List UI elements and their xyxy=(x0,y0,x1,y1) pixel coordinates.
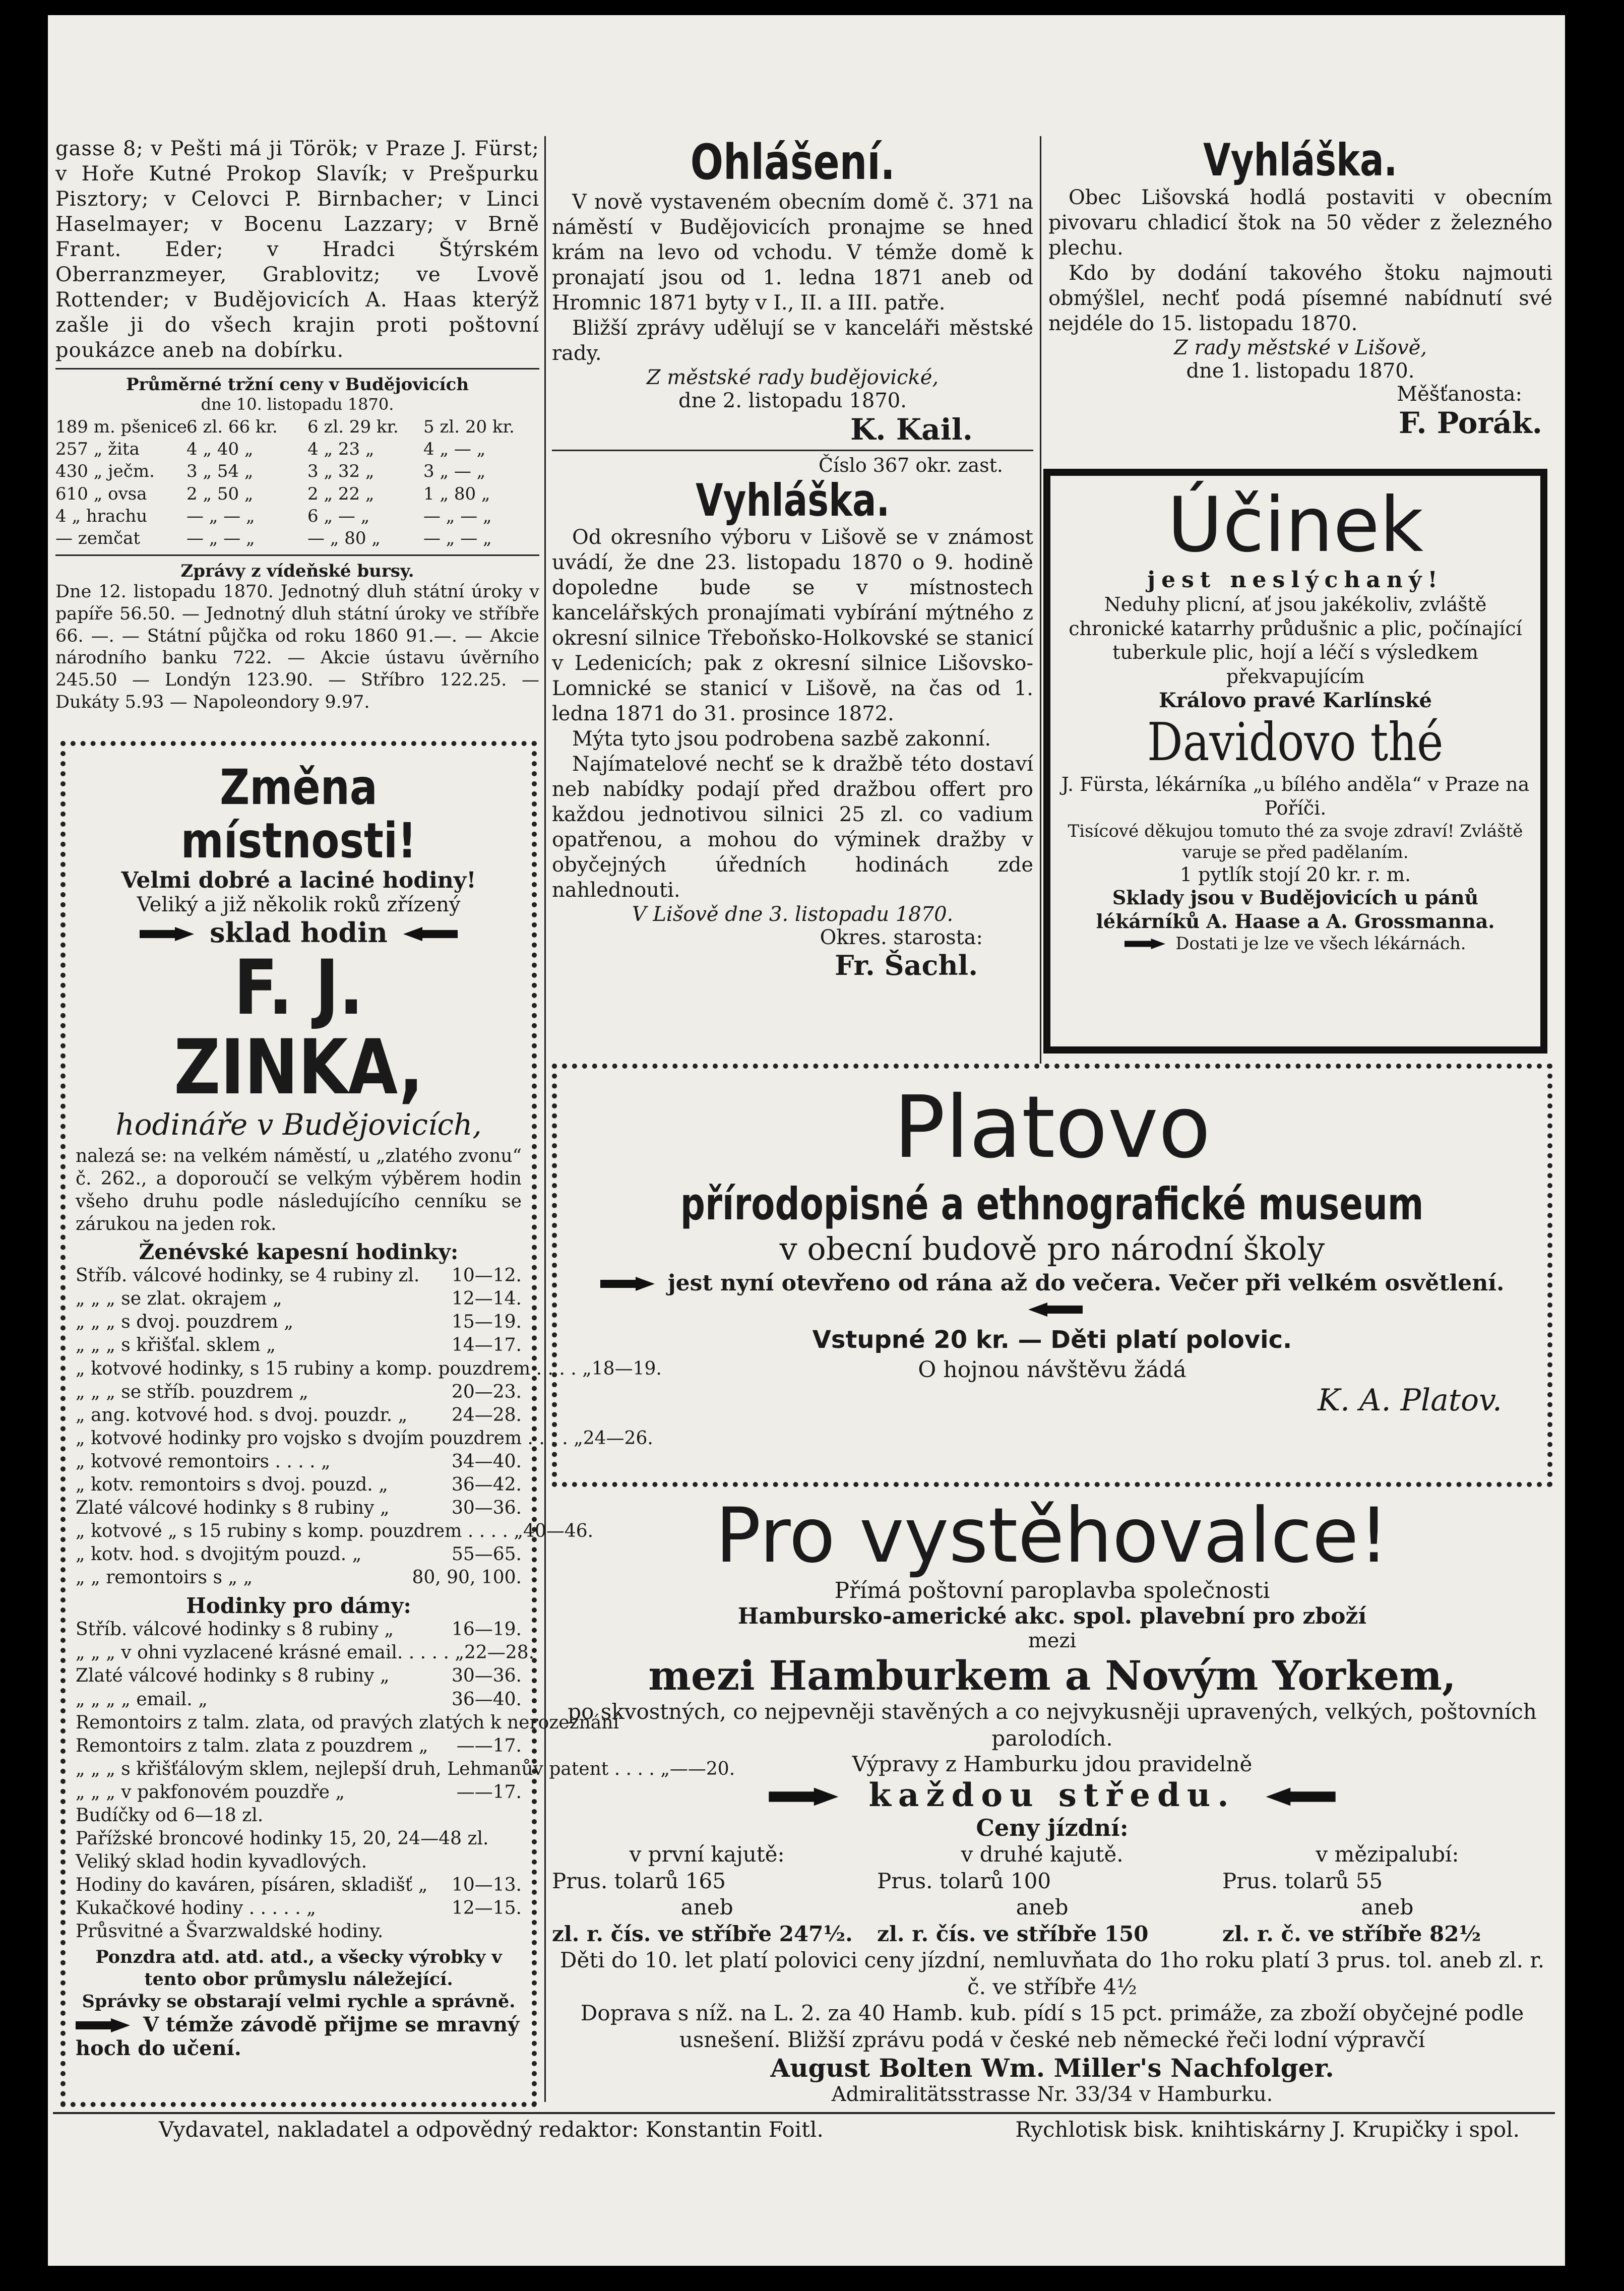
fare-first-class: v první kajutě: Prus. tolarů 165 aneb zl. r. čís. ve stříbře 247½. xyxy=(552,1842,853,1946)
emigrants-l4: mezi Hamburkem a Novým Yorkem, xyxy=(648,1652,1456,1699)
emigrants-l2: Hambursko-americké akc. spol. plavební pro zboží xyxy=(737,1603,1367,1629)
list-item: „ „ „ s dvoj. pouzdrem „ 15—19. xyxy=(76,1312,522,1333)
zinka-sub1: Velmi dobré a laciné hodiny! xyxy=(121,868,476,894)
list-item: „ „ remontoirs s „ „ 80, 90, 100. xyxy=(76,1567,522,1588)
list-item: „ „ „ s křišťal. sklem „ 14—17. xyxy=(76,1335,522,1356)
ohlaseni-text: V nově vystaveném obecním domě č. 371 na náměstí v Budějovicích pronajme se hned krám na levo od vchodu. V témže domě k pronajatí jsou od 1. ledna 1871 aneb od Hromnic 1871 byty v I., II. a III. patře. xyxy=(552,190,1033,315)
middle-column xyxy=(552,136,1033,1054)
list-item: Remontoirs z talm. zlata, od pravých zlatých k nerozeznání xyxy=(76,1712,619,1733)
platov-name: K. A. Platov. xyxy=(1318,1383,1502,1418)
list-item: „ „ „ s křišťálovým sklem, nejlepší druh, Lehmanův patent . . . . „ ——20. xyxy=(76,1758,735,1779)
emigrants-l9: Doprava s níž. na L. 2. za 40 Hamb. kub. pídí s 15 pct. primáže, za zboží obyčejné podle usnešení. Bližší zprávu podá v české neb německé řeči lodní výpravčí xyxy=(580,2001,1524,2052)
zinka-footer2: Správky se obstarají velmi rychle a správně. xyxy=(82,1991,516,2012)
vyhlaska-right-sign1: Z rady městské v Lišově, xyxy=(1173,336,1427,359)
ucinek-stores: Sklady jsou v Budějovicích u pánů lékárníků A. Haase a A. Grossmanna. xyxy=(1096,886,1495,933)
zinka-title: Změna místnosti! xyxy=(180,759,417,869)
vyhlaska-mid-role: Okres. starosta: xyxy=(820,926,983,950)
ucinek-note: Dostati je lze ve všech lékárnách. xyxy=(1175,933,1466,954)
ohlaseni-text2: Bližší zprávy udělují se v kanceláři městské rady. xyxy=(552,316,1033,365)
zinka-name: F. J. ZINKA, xyxy=(174,944,423,1111)
vyhlaska-right-name: F. Porák. xyxy=(1399,405,1542,440)
pointing-hand-icon xyxy=(1125,938,1170,952)
pointing-hand-icon xyxy=(76,2017,136,2035)
zinka-sub2: Veliký a již několik roků zřízený xyxy=(137,893,461,917)
ucinek-brand: Královo pravé Karlínské xyxy=(1159,689,1432,712)
list-item: „ kotvové hodinky, s 15 rubiny a komp. pouzdrem . . . . „ 18—19. xyxy=(76,1358,662,1379)
list-item: Průsvitné a Švarzwaldské hodiny. xyxy=(76,1921,384,1942)
zinka-intro: nalezá se: na velkém náměstí, u „zlatého zvonu“ č. 262., a doporoučí se velkým výběrem hodin všeho druhu podle následujícího cenníku se zárukou na jeden rok. xyxy=(76,1146,522,1235)
ohlaseni-title: Ohlášení. xyxy=(690,134,895,191)
table-row: — zemčat — „ — „ — „ 80 „ — „ — „ xyxy=(55,528,492,548)
table-row: 257 „ žita 4 „ 40 „ 4 „ 23 „ 4 „ — „ xyxy=(55,439,486,460)
vyhlaska-right-text: Obec Lišovská hodlá postaviti v obecním pivovaru chladicí štok na 50 věder z železného plechu. xyxy=(1048,185,1552,260)
footer-printer: Rychlotisk bisk. knihtiskárny J. Krupičky i spol. xyxy=(1015,2117,1520,2142)
column-rule xyxy=(1040,136,1041,1064)
list-item: „ „ „ se stříb. pouzdrem „ 20—23. xyxy=(76,1381,522,1402)
list-item: Remontoirs z talm. zlata z pouzdrem „ ——17. xyxy=(76,1735,522,1756)
pointing-hand-icon xyxy=(140,926,200,944)
left-top-paragraph: gasse 8; v Pešti má ji Török; v Praze J. Fürst; v Hoře Kutné Prokop Slavík; v Prešpurku Pisztory; v Celovci P. Birnbacher; v Linci Haselmayer; v Bocenu Lazzary; v Brně Frant. Eder; v Hradci Štýrském Oberranzmeyer, Grablovitz; ve Lvově Rottender; v Budějovicích A. Haas kterýž zašle ji do všech krajin proti poštovní poukázce aneb na dobírku. xyxy=(55,137,539,362)
bourse-text: Dne 12. listopadu 1870. Jednotný dluh státní úroky v papíře 56.50. — Jednotný dluh státní úroky ve stříbře 66. —. — Státní půjčka od roku 1860 91.—. — Akcie národního banku 722. — Akcie ústavu úvěrního 245.50 — Londýn 123.90. — Stříbro 122.25. — Dukáty 5.93 — Napoleondory 9.97. xyxy=(55,582,539,712)
emigrants-l3: mezi xyxy=(1028,1629,1077,1652)
platov-place: v obecní budově pro národní školy xyxy=(779,1230,1325,1268)
footer xyxy=(159,2117,1520,2147)
platov-ad xyxy=(572,1079,1532,1477)
list-item: Stříb. válcové hodinky s 8 rubiny „ 16—19. xyxy=(76,1619,522,1640)
ucinek-ad xyxy=(1061,481,1530,1043)
divider xyxy=(552,450,1033,451)
newspaper-page xyxy=(48,15,1565,2266)
list-item: „ kotv. hod. s dvojitým pouzd. „ 55—65. xyxy=(76,1544,522,1565)
ucinek-price: 1 pytlík stojí 20 kr. r. m. xyxy=(1179,863,1411,886)
fare-steerage: v mězipalubí: Prus. tolarů 55 aneb zl. r. č. ve stříbře 82½ xyxy=(1222,1842,1481,1946)
vyhlaska-mid-title: Vyhláška. xyxy=(695,474,890,526)
pointing-hand-icon xyxy=(1254,1786,1340,1810)
ucinek-thanks: Tisícové děkujou tomuto thé za svoje zdraví! Zvláště varuje se před padělaním. xyxy=(1068,821,1523,863)
list-item: Pařížské broncové hodinky 15, 20, 24—48 zl. xyxy=(76,1828,489,1849)
vyhlaska-mid-text3: Najímatelové nechť se k dražbě této dostaví neb nabídky podají před dražbou offert pro každou jednotivou silnici 25 zl. co vadium opatřenou, a mohou do výminek dražby v obyčejných úředních hodinách zde nahlednouti. xyxy=(552,753,1033,902)
ucinek-maker: J. Fürsta, lékárníka „u bílého anděla“ v Praze na Poříči. xyxy=(1061,773,1530,820)
list-item: „ „ „ „ email. „ 36—40. xyxy=(76,1689,522,1710)
ohlaseni-sign1: Z městské rady budějovické, xyxy=(646,365,939,389)
bourse-title: Zprávy z vídeňské bursy. xyxy=(180,561,414,582)
footer-rule xyxy=(53,2112,1555,2114)
list-item: Hodiny do kaváren, písáren, skladišť „ 10—13. xyxy=(76,1875,522,1896)
list-item: Budíčky od 6—18 zl. xyxy=(76,1805,264,1826)
ucinek-sub: jest neslýchaný! xyxy=(1147,567,1444,593)
platov-open: jest nyní otevřeno od rána až do večera. Večer při velkém osvětlení. xyxy=(667,1270,1505,1296)
fares-table xyxy=(552,1841,1552,1947)
list-item: Zlaté válcové hodinky s 8 rubiny „ 30—36. xyxy=(76,1497,522,1518)
list-item: „ ang. kotvové hod. s dvoj. pouzdr. „ 24—28. xyxy=(76,1404,522,1426)
column-rule xyxy=(544,136,546,2102)
table-row: 4 „ hrachu — „ — „ 6 „ — „ — „ — „ xyxy=(55,506,492,526)
list-item: „ „ „ v ohni vyzlacené krásné email. . . . . „ 22—28. xyxy=(76,1642,535,1663)
list-item: „ kotvové „ s 15 rubiny s komp. pouzdrem . . . . „ 40—46. xyxy=(76,1521,594,1542)
emigrants-l6: Výpravy z Hamburku jdou pravidelně xyxy=(852,1752,1253,1776)
ohlaseni-sign2: dne 2. listopadu 1870. xyxy=(678,389,907,412)
zinka-footer3: V témže závodě přijme se mravný hoch do učení. xyxy=(76,2012,520,2060)
vyhlaska-mid-text: Od okresního výboru v Lišově se v známost uvádí, že dne 23. listopadu 1870 o 9. hodině dopoledne bude se v místnostech kancelářských pronajímati vybírání mýtného z okresní silnice Třeboňsko-Holkovské se stanicí v Ledenicích; pak z okresní silnice Lišovsko-Lomnické se stanicí v Lišově, na čas od 1. ledna 1871 do 31. prosince 1872. xyxy=(552,526,1033,726)
vyhlaska-right-sign2: dne 1. listopadu 1870. xyxy=(1186,359,1415,383)
right-column xyxy=(1048,136,1552,459)
footer-publisher: Vydavatel, nakladatel a odpovědný redaktor: Konstantin Foitl. xyxy=(159,2117,824,2142)
list-item: Kukačkové hodiny . . . . . „ 12—15. xyxy=(76,1898,522,1919)
platov-title: Platovo xyxy=(893,1078,1211,1178)
zinka-trade: hodináře v Budějovicích, xyxy=(115,1107,482,1142)
emigrants-l5: po skvostných, co nejpevněji stavěných a co nejvykusněji upravených, velkých, poštovních parolodích. xyxy=(568,1699,1537,1751)
vyhlaska-right-title: Vyhláška. xyxy=(1203,134,1398,186)
pointing-hand-icon xyxy=(1022,1302,1083,1320)
emigrants-l11: Admiralitätsstrasse Nr. 33/34 v Hamburku. xyxy=(831,2083,1273,2106)
fare-second-class: v druhé kajutě. Prus. tolarů 100 aneb zl. r. čís. ve stříbře 150 xyxy=(877,1842,1149,1946)
fares-title: Ceny jízdní: xyxy=(976,1814,1129,1841)
vyhlaska-mid-place: V Lišově dne 3. listopadu 1870. xyxy=(632,903,954,926)
table-row: 430 „ ječm. 3 „ 54 „ 3 „ 32 „ 3 „ — „ xyxy=(55,461,486,482)
market-title: Průměrné tržní ceny v Budějovicích xyxy=(126,375,469,395)
zinka-sub3: sklad hodin xyxy=(210,916,388,949)
ucinek-product: Davidovo thé xyxy=(1147,711,1444,773)
ucinek-title: Účinek xyxy=(1167,481,1424,569)
platov-sub: přírodopisné a ethnografické museum xyxy=(680,1178,1424,1230)
vyhlaska-mid-name: Fr. Šachl. xyxy=(835,949,978,982)
platov-invite: O hojnou návštěvu žádá xyxy=(918,1357,1186,1383)
platov-price: Vstupné 20 kr. — Děti platí polovic. xyxy=(812,1326,1292,1354)
emigrants-l1: Přímá poštovní paroplavba společnosti xyxy=(834,1578,1270,1603)
market-date: dne 10. listopadu 1870. xyxy=(201,395,394,414)
emigrants-ad xyxy=(552,1492,1552,2110)
list-item: Zlaté válcové hodinky s 8 rubiny „ 30—36. xyxy=(76,1665,522,1687)
list-item: Stříb. válcové hodinky, se 4 rubiny zl. 10—12. xyxy=(76,1265,522,1286)
list-item: „ kotv. remontoirs s dvoj. pouzd. „ 36—42. xyxy=(76,1474,522,1495)
table-row: 610 „ ovsa 2 „ 50 „ 2 „ 22 „ 1 „ 80 „ xyxy=(55,483,490,504)
emigrants-l7: každou středu. xyxy=(868,1776,1236,1814)
vyhlaska-right-role: Měšťanosta: xyxy=(1397,382,1522,406)
vyhlaska-right-text2: Kdo by dodání takového štoku najmouti obmýšlel, nechť podá písemné nabídnutí své nejdéle do 15. listopadu 1870. xyxy=(1048,261,1552,335)
vyhlaska-number: Číslo 367 okr. zast. xyxy=(818,454,1003,476)
list-item: „ kotvové remontoirs . . . . „ 34—40. xyxy=(76,1451,522,1472)
pointing-hand-icon xyxy=(600,1276,661,1294)
ucinek-text: Neduhy plicní, ať jsou jakékoliv, zvláště chronické katarrhy průdušnic a plic, počínající tuberkule plic, hojí a léčí s výsledkem překvapujícím xyxy=(1069,593,1522,688)
list-item: „ kotvové hodinky pro vojsko s dvojím pouzdrem . . . . „ 24—26. xyxy=(76,1428,653,1449)
men-price-list xyxy=(76,1264,662,1589)
women-watches-title: Hodinky pro dámy: xyxy=(186,1593,411,1619)
list-item: „ „ „ se zlat. okrajem „ 12—14. xyxy=(76,1288,522,1310)
divider xyxy=(55,554,539,556)
zinka-footer1: Ponzdra atd. atd. atd., a všecky výrobky v tento obor průmyslu náležející. xyxy=(95,1947,502,1990)
table-row: 189 m. pšenice 6 zl. 66 kr. 6 zl. 29 kr. 5 zl. 20 kr. xyxy=(55,417,515,437)
emigrants-title: Pro vystěhovalce! xyxy=(715,1492,1389,1580)
men-watches-title: Ženévské kapesní hodinky: xyxy=(139,1240,459,1265)
market-table xyxy=(55,416,539,549)
list-item: „ „ „ v pakfonovém pouzdře „ ——17. xyxy=(76,1781,522,1803)
vyhlaska-mid-text2: Mýta tyto jsou podrobena sazbě zakonní. xyxy=(572,727,991,751)
pointing-hand-icon xyxy=(397,926,458,944)
list-item: Veliký sklad hodin kyvadlových. xyxy=(76,1851,367,1873)
ohlaseni-name: K. Kail. xyxy=(850,412,973,447)
divider xyxy=(55,368,539,369)
emigrants-l8: Děti do 10. let platí polovici ceny jízdní, nemluvňata do 1ho roku platí 3 prus. tol. aneb zl. r. č. ve stříbře 4½ xyxy=(559,1948,1545,1999)
emigrants-l10: August Bolten Wm. Miller's Nachfolger. xyxy=(770,2053,1334,2083)
pointing-hand-icon xyxy=(765,1786,850,1810)
